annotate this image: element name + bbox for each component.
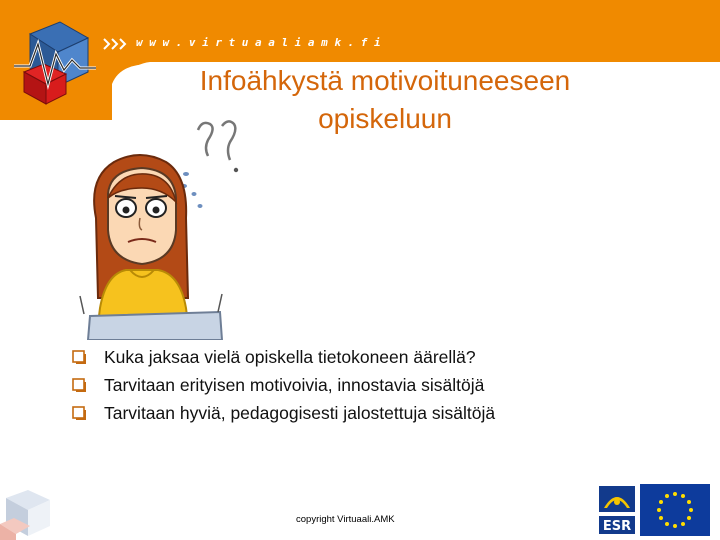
confused-person-illustration	[70, 118, 260, 340]
checkbox-bullet-icon	[72, 406, 86, 420]
virtuaaliamk-logo	[10, 14, 98, 106]
bullet-list	[72, 344, 672, 428]
arrows-icon	[103, 37, 133, 51]
checkbox-bullet-icon	[72, 350, 86, 364]
bullet-item	[72, 400, 672, 428]
esr-logo	[598, 484, 636, 536]
bullet-text: Tarvitaan erityisen motivoivia, innostavia sisältöjä	[104, 375, 485, 395]
bullet-text: Kuka jaksaa vielä opiskella tietokoneen äärellä?	[104, 347, 476, 367]
svg-text:ESR: ESR	[602, 519, 632, 534]
slide-title-line-2: opiskeluun	[318, 103, 452, 134]
slide-title-line-1: Infoähkystä motivoituneeseen	[199, 65, 571, 96]
cube-decoration	[0, 478, 66, 540]
copyright-text: copyright Virtuaali.AMK	[296, 514, 395, 525]
bullet-item	[72, 372, 672, 400]
bullet-item	[72, 344, 672, 372]
site-url[interactable]: www.virtuaaliamk.fi	[136, 36, 388, 49]
bullet-text: Tarvitaan hyviä, pedagogisesti jalostettuja sisältöjä	[104, 403, 496, 423]
eu-flag-logo	[640, 484, 710, 536]
checkbox-bullet-icon	[72, 378, 86, 392]
